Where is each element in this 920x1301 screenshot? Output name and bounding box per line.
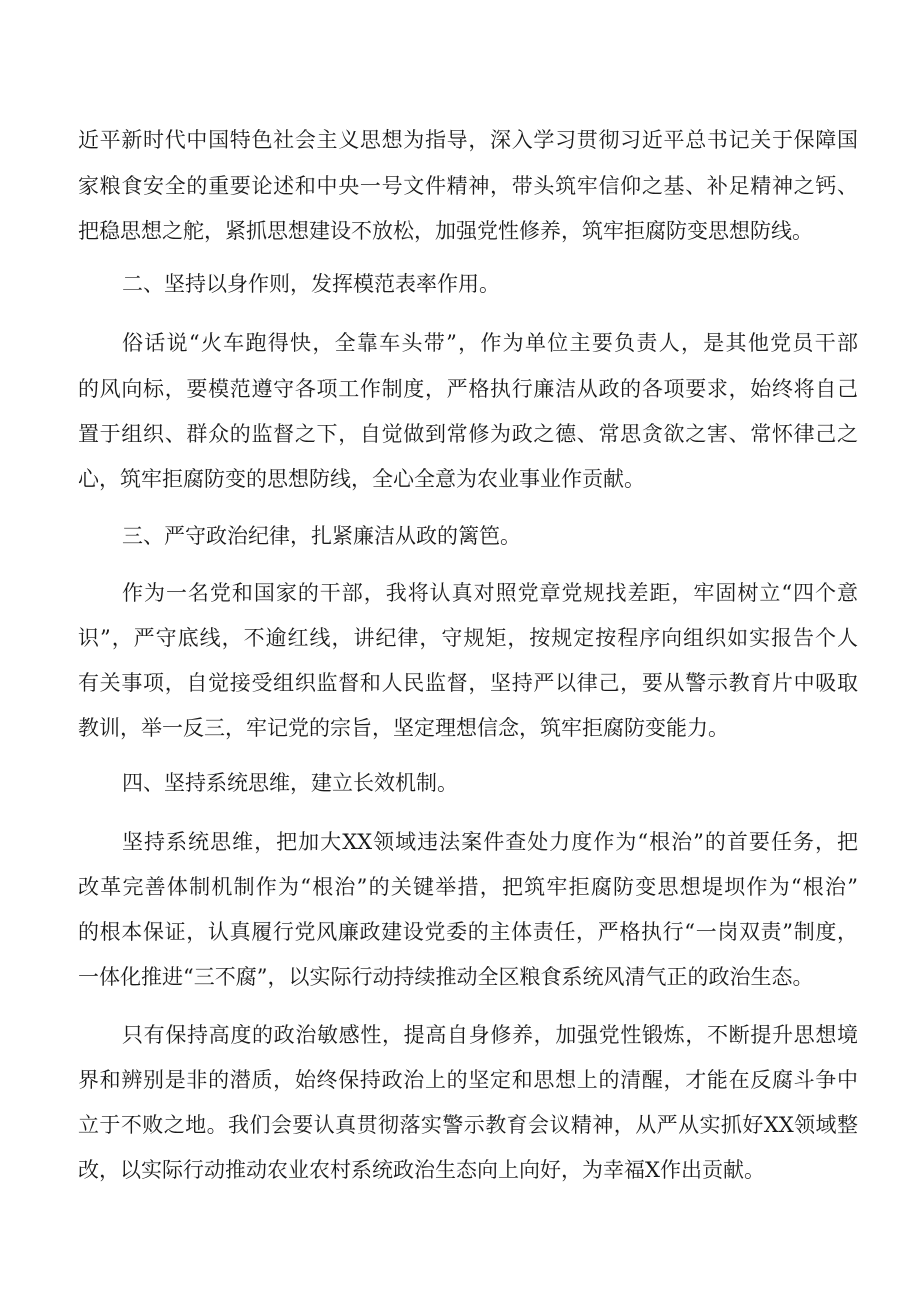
paragraph-line: 置于组织、群众的监督之下，自觉做到常修为政之德、常思贪欲之害、常怀律己之	[78, 422, 858, 446]
paragraph-line: 把稳思想之舵，紧抓思想建设不放松，加强党性修养，筑牢拒腐防变思想防线。	[78, 219, 813, 243]
paragraph-line: 俗话说“火车跑得快，全靠车头带”，作为单位主要负责人，是其他党员干部	[122, 331, 858, 355]
section-heading: 二、坚持以身作则，发挥模范表率作用。	[122, 272, 500, 296]
paragraph-line: 识”，严守底线，不逾红线，讲纪律，守规矩，按规定按程序向组织如实报告个人	[78, 626, 858, 650]
paragraph-line: 只有保持高度的政治敏感性，提高自身修养，加强党性锻炼，不断提升思想境	[122, 1023, 858, 1047]
paragraph-line: 界和辨别是非的潜质，始终保持政治上的坚定和思想上的清醒，才能在反腐斗争中	[78, 1068, 858, 1092]
paragraph-line: 坚持系统思维，把加大XX领域违法案件查处力度作为“根治”的首要任务，把	[122, 830, 858, 854]
paragraph-line: 近平新时代中国特色社会主义思想为指导，深入学习贯彻习近平总书记关于保障国	[78, 128, 858, 152]
section-heading: 四、坚持系统思维，建立长效机制。	[122, 771, 458, 795]
paragraph-line: 心，筑牢拒腐防变的思想防线，全心全意为农业事业作贡献。	[78, 467, 645, 491]
paragraph-line: 教训，举一反三，牢记党的宗旨，坚定理想信念，筑牢拒腐防变能力。	[78, 716, 729, 740]
paragraph-line: 作为一名党和国家的干部，我将认真对照党章党规找差距，牢固树立“四个意	[122, 581, 858, 605]
paragraph-line: 有关事项，自觉接受组织监督和人民监督，坚持严以律己，要从警示教育片中吸取	[78, 671, 858, 695]
paragraph-line: 一体化推进“三不腐”，以实际行动持续推动全区粮食系统风清气正的政治生态。	[78, 965, 814, 989]
paragraph-line: 立于不败之地。我们会要认真贯彻落实警示教育会议精神，从严从实抓好XX领域整	[78, 1113, 858, 1137]
section-heading: 三、严守政治纪律，扎紧廉洁从政的篱笆。	[122, 524, 521, 548]
paragraph-line: 的根本保证，认真履行党风廉政建设党委的主体责任，严格执行“一岗双责”制度，	[78, 920, 858, 944]
paragraph-line: 的风向标，要模范遵守各项工作制度，严格执行廉洁从政的各项要求，始终将自己	[78, 377, 858, 401]
paragraph-line: 改，以实际行动推动农业农村系统政治生态向上向好，为幸福X作出贡献。	[78, 1158, 765, 1182]
paragraph-line: 改革完善体制机制作为“根治”的关键举措，把筑牢拒腐防变思想堤坝作为“根治”	[78, 875, 858, 899]
paragraph-line: 家粮食安全的重要论述和中央一号文件精神，带头筑牢信仰之基、补足精神之钙、	[78, 174, 858, 198]
